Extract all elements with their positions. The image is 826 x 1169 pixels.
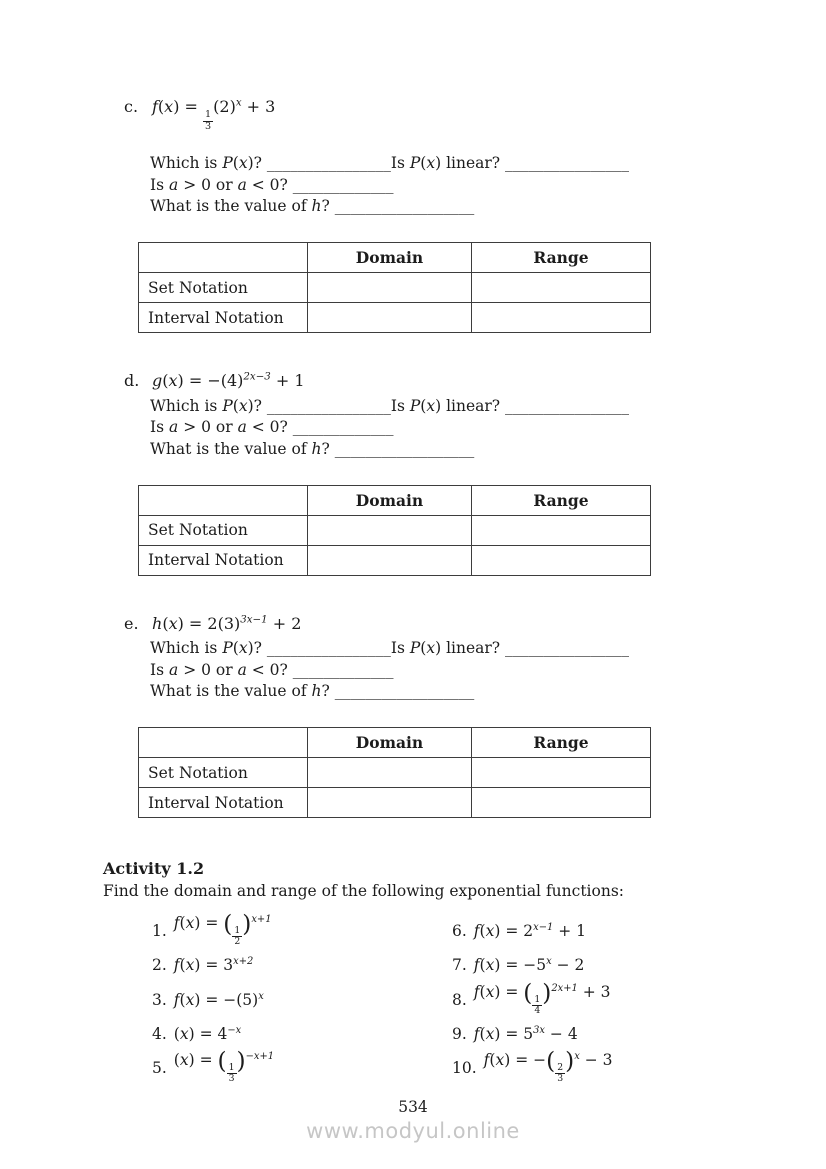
table-row	[139, 303, 651, 333]
range-header: Range	[472, 485, 651, 515]
problem-d-letter: d.	[124, 371, 140, 391]
domain-header: Domain	[308, 728, 472, 758]
table-row	[139, 545, 651, 575]
item-number: 1.	[152, 922, 167, 941]
question-a-sign: Is a > 0 or a < 0? _____________	[150, 660, 394, 679]
problem-e-function: $h(x) = 2(3)^{3x-1} + 2$	[152, 613, 302, 633]
answer-cell	[308, 303, 472, 333]
answer-cell	[308, 545, 472, 575]
set-notation-label: Set Notation	[139, 758, 308, 788]
answer-cell	[472, 758, 651, 788]
empty-corner-cell	[139, 728, 308, 758]
answer-cell	[308, 273, 472, 303]
item-formula: $f(x) = 3^{x+2}$	[173, 956, 254, 975]
domain-header: Domain	[308, 243, 472, 273]
list-item-3	[152, 986, 452, 1013]
problem-c	[103, 96, 786, 333]
problem-d	[103, 370, 786, 576]
question-which-is-px: Which is P(x)? ________________Is P(x) linear? ________________	[150, 639, 630, 658]
item-formula: $f(x) = -(5)^x$	[173, 990, 264, 1009]
item-formula: $f(x) = 2^{x-1} + 1$	[473, 921, 587, 941]
interval-notation-label: Interval Notation	[139, 545, 308, 575]
answer-cell	[308, 788, 472, 818]
range-header: Range	[472, 728, 651, 758]
item-number: 8.	[452, 990, 467, 1009]
answer-cell	[472, 303, 651, 333]
problem-c-formula-row	[103, 96, 786, 132]
question-a-sign: Is a > 0 or a < 0? _____________	[150, 175, 394, 194]
problem-e-formula-row	[103, 613, 786, 635]
set-notation-label: Set Notation	[139, 273, 308, 303]
item-formula: $f(x) = -5^x - 2$	[473, 956, 585, 975]
page-footer	[0, 1098, 826, 1143]
activity-title: Activity 1.2	[103, 859, 205, 879]
problem-d-formula-row	[103, 370, 786, 392]
domain-header: Domain	[308, 485, 472, 515]
domain-range-table-e	[138, 727, 651, 818]
list-item-9	[452, 1020, 786, 1047]
activity-instruction: Find the domain and range of the following exponential functions:	[103, 882, 624, 901]
problem-c-questions	[103, 153, 786, 217]
item-formula: f(x) = ( $\frac{1}{4}$ )$^{2x+1}$ + 3	[473, 979, 611, 1016]
item-formula: f(x) = −( $\frac{2}{3}$ )$^x$ − 3	[483, 1047, 613, 1085]
item-formula: f(x) = ( $\frac{1}{2}$ )$^{x+1}$	[173, 910, 272, 948]
interval-notation-label: Interval Notation	[139, 788, 308, 818]
item-formula: (x) = ( $\frac{1}{3}$ )$^{-x+1}$	[173, 1047, 275, 1085]
domain-range-table-c	[138, 242, 651, 333]
problem-d-function: $g(x) = -(4)^{2x-3} + 1$	[152, 371, 305, 391]
activity-section	[103, 859, 786, 1084]
problem-e-letter: e.	[124, 613, 139, 633]
item-number: 3.	[152, 990, 167, 1009]
answer-cell	[308, 758, 472, 788]
problem-e	[103, 613, 786, 819]
item-number: 6.	[452, 922, 467, 941]
list-item-4	[152, 1020, 452, 1047]
page-number: 534	[398, 1098, 428, 1116]
question-value-of-h: What is the value of h? __________________	[150, 197, 475, 216]
table-header-row	[139, 243, 651, 273]
table-row	[139, 758, 651, 788]
item-number: 5.	[152, 1059, 167, 1078]
list-item-2	[152, 952, 452, 979]
domain-range-table-d	[138, 485, 651, 576]
empty-corner-cell	[139, 485, 308, 515]
answer-cell	[472, 545, 651, 575]
list-item-8	[452, 979, 786, 1016]
list-item-7	[452, 952, 786, 979]
problem-c-letter: c.	[124, 97, 139, 116]
table-header-row	[139, 728, 651, 758]
table-row	[139, 515, 651, 545]
item-formula: $(x) = 4^{-x}$	[173, 1024, 242, 1043]
function-list	[152, 910, 786, 1085]
answer-cell	[308, 515, 472, 545]
problem-d-questions	[103, 396, 786, 460]
item-number: 10.	[452, 1059, 477, 1078]
answer-cell	[472, 273, 651, 303]
interval-notation-label: Interval Notation	[139, 303, 308, 333]
problem-c-function: f(x) = $\frac{1}{3}$ $(2)^x + 3$	[152, 96, 276, 132]
item-formula: $f(x) = 5^{3x} - 4$	[473, 1024, 578, 1043]
table-header-row	[139, 485, 651, 515]
table-row	[139, 273, 651, 303]
question-value-of-h: What is the value of h? __________________	[150, 682, 475, 701]
list-item-10	[452, 1047, 786, 1085]
set-notation-label: Set Notation	[139, 515, 308, 545]
table-row	[139, 788, 651, 818]
empty-corner-cell	[139, 243, 308, 273]
problem-e-questions	[103, 638, 786, 702]
question-which-is-px: Which is P(x)? ________________Is P(x) linear? ________________	[150, 396, 630, 415]
answer-cell	[472, 788, 651, 818]
item-number: 4.	[152, 1024, 167, 1043]
question-which-is-px: Which is P(x)? ________________Is P(x) linear? ________________	[150, 154, 630, 173]
list-item-6	[452, 918, 786, 945]
answer-cell	[472, 515, 651, 545]
item-number: 7.	[452, 956, 467, 975]
question-value-of-h: What is the value of h? __________________	[150, 439, 475, 458]
list-item-5	[152, 1047, 452, 1085]
item-number: 2.	[152, 956, 167, 975]
item-number: 9.	[452, 1024, 467, 1043]
question-a-sign: Is a > 0 or a < 0? _____________	[150, 418, 394, 437]
range-header: Range	[472, 243, 651, 273]
watermark: www.modyul.online	[306, 1119, 520, 1143]
list-item-1	[152, 910, 452, 948]
